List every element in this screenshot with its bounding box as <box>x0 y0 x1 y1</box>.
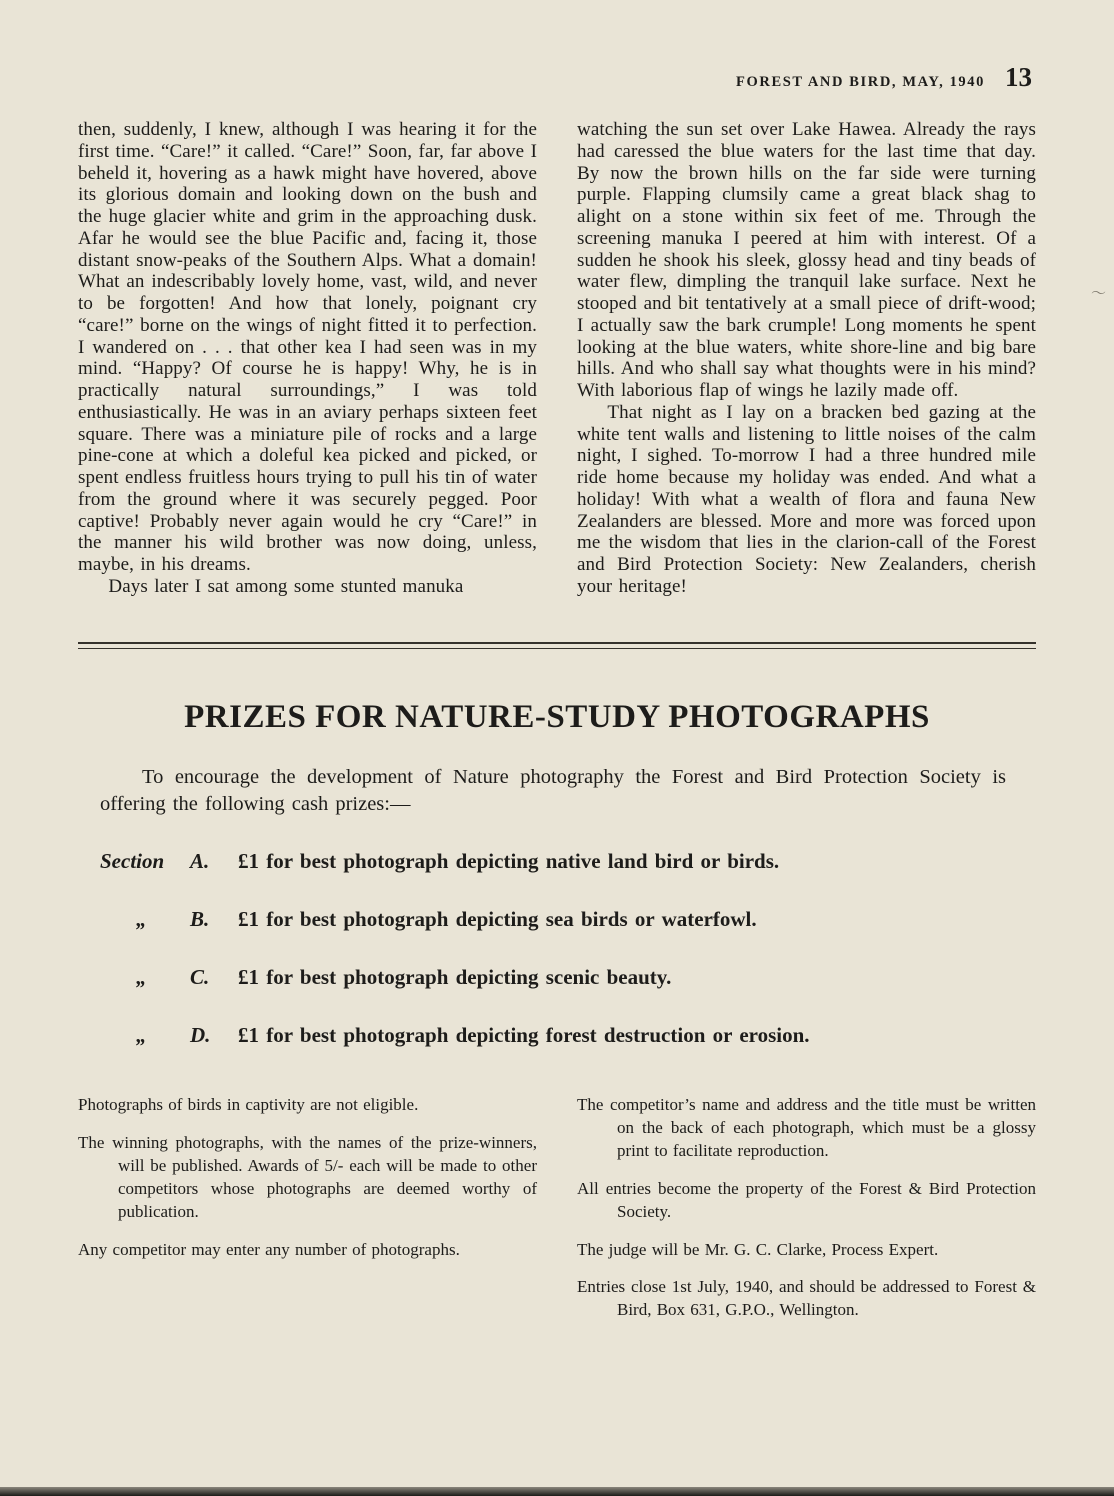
article-body <box>78 119 1036 598</box>
scan-bottom-edge <box>0 1487 1114 1496</box>
prize-description: £1 for best photograph depicting sea birds or waterfowl. <box>238 906 757 931</box>
page-header <box>78 62 1036 93</box>
article-paragraph: watching the sun set over Lake Hawea. Already the rays had caressed the blue waters for the last time that day. By now the brown hills on the far side were turning purple. Flapping clumsily came a great black shag to alight on a stone within six feet of me. Through the screening manuka I peered at him with interest. Of a sudden he shook his sleek, glossy head and tiny beads of water flew, dimpling the tranquil lake surface. Next he stooped and bit tentatively at a small piece of drift-wood; I actually saw the bark crumple! Long moments he spent looking at the blue waters, white shore-line and big bare hills. And who shall say what thoughts were in his mind? With laborious flap of wings he lazily made off. <box>577 119 1036 401</box>
article-paragraph: That night as I lay on a bracken bed gazing at the white tent walls and listening to little noises of the calm night, I sighed. To-morrow I had a three hundred mile ride home because my holiday was ended. And what a holiday! With what a wealth of flora and fauna New Zealanders are blessed. More and more was forced upon me the wisdom that lies in the clarion-call of the Forest and Bird Protection Society: New Zealanders, cherish your heritage! <box>577 401 1036 597</box>
section-letter: B. <box>190 906 210 931</box>
section-divider-rule <box>78 642 1036 649</box>
stray-pen-mark: 〜 <box>1090 286 1106 302</box>
conditions-left-column <box>78 1094 537 1338</box>
prize-list <box>78 849 1036 1048</box>
prize-section-row <box>100 849 1036 874</box>
condition-note: Photographs of birds in captivity are not eligible. <box>78 1094 419 1114</box>
conditions-right-column <box>577 1094 1036 1338</box>
prize-section-row <box>100 965 1036 990</box>
journal-title: FOREST AND BIRD, MAY, 1940 <box>736 74 985 90</box>
prize-description: £1 for best photograph depicting forest destruction or erosion. <box>238 1022 810 1047</box>
section-label-prefix: Section <box>100 848 165 873</box>
section-label-ditto: „ <box>136 964 147 989</box>
section-label-ditto: „ <box>136 1022 147 1047</box>
prize-section-row <box>100 1023 1036 1048</box>
condition-note: The competitor’s name and address and the title must be written on the back of each photograph, which must be a glossy print to facilitate reproduction. <box>577 1094 1036 1160</box>
prize-description: £1 for best photograph depicting scenic beauty. <box>238 964 672 989</box>
section-label-ditto: „ <box>136 906 147 931</box>
condition-note: Any competitor may enter any number of photographs. <box>78 1239 460 1259</box>
article-paragraph: then, suddenly, I knew, although I was hearing it for the first time. “Care!” it called. “Care!” Soon, far, far above I beheld it, hovering as a hawk might have hovered, above its glorious domain and looking down on the bush and the huge glacier white and grim in the approaching dusk. Afar he would see the blue Pacific and, facing it, those distant snow-peaks of the Southern Alps. What a domain! What an indescribably lovely home, vast, wild, and never to be forgotten! And how that lonely, poignant cry “care!” borne on the wings of night fitted it to perfection. I wandered on . . . that other kea I had seen was in my mind. “Happy? Of course he is happy! Why, he is in practically natural surroundings,” I was told enthusiastically. He was in an aviary perhaps sixteen feet square. There was a miniature pile of rocks and a large pine-cone at which a doleful kea picked and picked, or spent endless fruitless hours trying to pull his tin of water from the ground where it was securely pegged. Poor captive! Probably never again would he cry “Care!” in the manner his wild brother was now doing, unless, maybe, in his dreams. <box>78 119 537 575</box>
condition-note: The winning photographs, with the names of the prize-winners, will be published. Awards of 5/- each will be made to other competitors whose photographs are deemed worthy of publication. <box>78 1132 537 1221</box>
prizes-title: PRIZES FOR NATURE-STUDY PHOTOGRAPHS <box>184 698 930 735</box>
page-number: 13 <box>1005 62 1032 92</box>
article-left-column <box>78 119 537 598</box>
prize-section-row <box>100 907 1036 932</box>
section-letter: A. <box>190 848 210 873</box>
article-right-column <box>577 119 1036 598</box>
condition-note: The judge will be Mr. G. C. Clarke, Process Expert. <box>577 1239 939 1259</box>
prize-description: £1 for best photograph depicting native land bird or birds. <box>238 848 780 873</box>
competition-conditions <box>78 1094 1036 1338</box>
prizes-intro: To encourage the development of Nature photography the Forest and Bird Protection Society is offering the following cash prizes:— <box>100 765 1006 816</box>
section-letter: D. <box>190 1022 211 1047</box>
condition-note: All entries become the property of the Forest & Bird Protection Society. <box>577 1178 1036 1221</box>
condition-note: Entries close 1st July, 1940, and should be addressed to Forest & Bird, Box 631, G.P.O., Wellington. <box>577 1277 1036 1320</box>
section-letter: C. <box>190 964 210 989</box>
article-paragraph: Days later I sat among some stunted manuka <box>108 575 464 597</box>
